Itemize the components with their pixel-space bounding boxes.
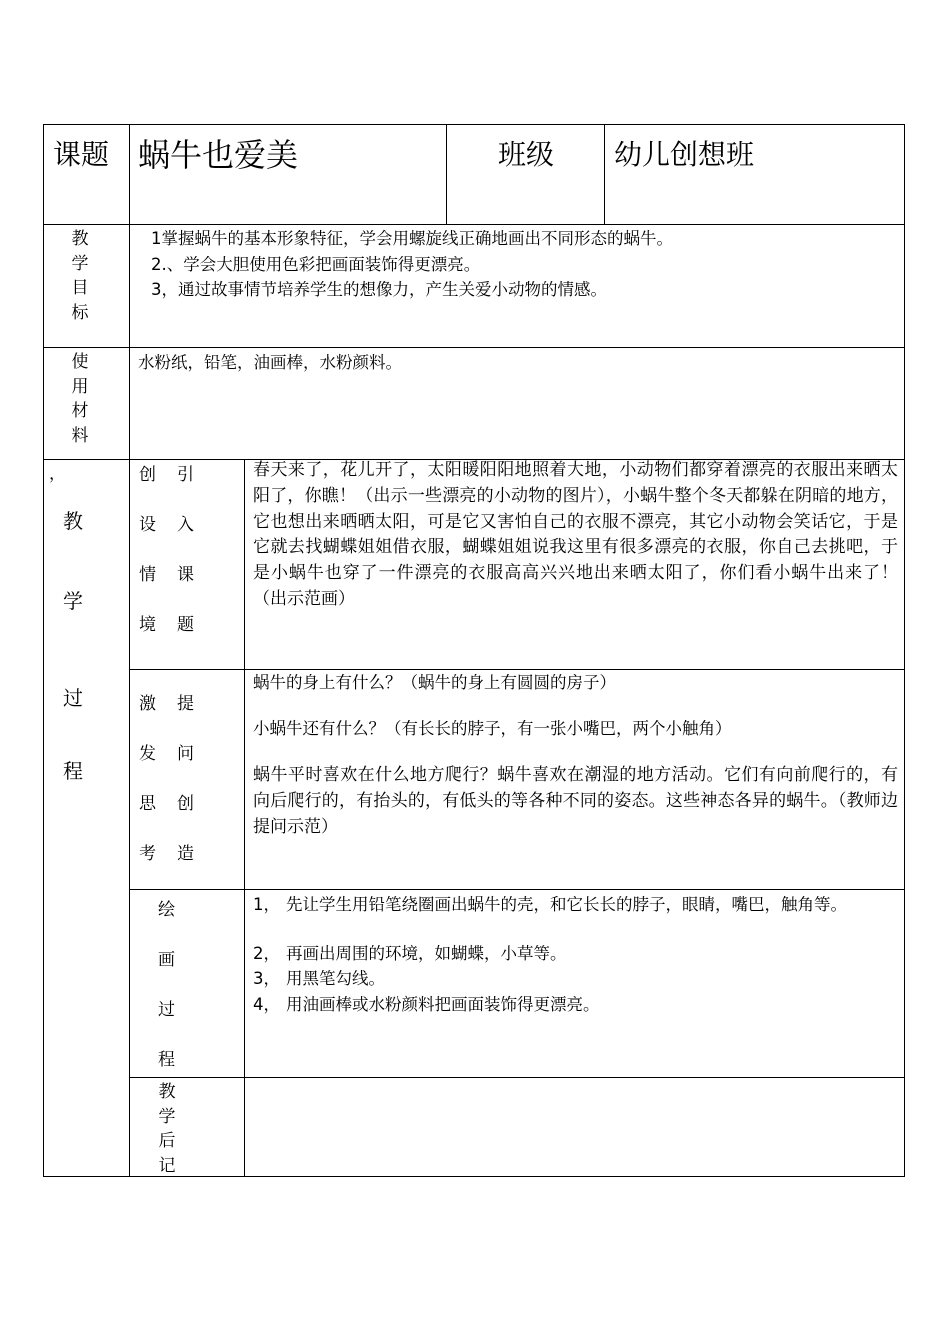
goals-label: 教 学 目 标	[71, 229, 89, 323]
goal-item: 1掌握蜗牛的基本形象特征，学会用螺旋线正确地画出不同形态的蜗牛。	[151, 229, 673, 248]
lesson-plan-page: 课题 蜗牛也爱美 班级 幼儿创想班 教 学 目 标 1掌握蜗牛的基本形象特征，学会用螺旋线正确地画出不同形态的蜗牛。 2.、学会大胆使用色彩把画面装饰得更漂亮。 3，通过故事情节培养学生的想像力，产生关爱小动物的情感。 使 用 材 料 水粉纸，铅笔，油画棒，水粉颜料。 ， 教 学 过 程 创 设 情 境 引 入 课 题 春天来了，花儿开了，太阳暖阳阳地照着大地，小动物们都穿着漂亮的衣服出来晒太阳了，你瞧！（出示一些漂亮的小动物的图片），小蜗牛整个冬天都躲在阴暗的地方，它也想出来晒晒太阳，可是它又害怕自己的衣服不漂亮，其它小动物会笑话它，于是它就去找蝴蝶姐姐借衣服，蝴蝶姐姐说我这里有很多漂亮的衣服，你自己去挑吧，于是小蜗牛也穿了一件漂亮的衣服高高兴兴地出来晒太阳了，你们看小蜗牛出来了！（出示范画） 激 发 思 考 提 问 创 造 蜗牛的身上有什么？（蜗牛的身上有圆圆的房子） 小蜗牛还有什么？（有长长的脖子，有一张小嘴巴，两个小触角） 蜗牛平时喜欢在什么地方爬行？蜗牛喜欢在潮湿的地方活动。它们有向前爬行的，有向后爬行的，有抬头的，有低头的等各种不同的姿态。这些神态各异的蜗牛。（教师边提问示范） 绘 画 过 程 1， 先让学生用铅笔绕圈画出蜗牛的壳，和它长长的脖子，眼睛，嘴巴，触角等。 2， 再画出周围的环境，如蝴蝶，小草等。 3， 用黑笔勾线。 4， 用油画棒或水粉颜料把画面装饰得更漂亮。 教 学 后 记	[0, 0, 950, 1344]
drawing-step: 1， 先让学生用铅笔绕圈画出蜗牛的壳，和它长长的脖子，眼睛，嘴巴，触角等。	[253, 895, 847, 914]
subject-value: 蜗牛也爱美	[138, 136, 299, 174]
col-divider	[129, 124, 130, 1177]
goal-item: 3，通过故事情节培养学生的想像力，产生关爱小动物的情感。	[151, 280, 607, 299]
row-divider	[129, 889, 905, 890]
row-divider	[43, 224, 905, 225]
materials-label: 使 用 材 料	[71, 352, 89, 446]
row-divider	[129, 1077, 905, 1078]
col-divider	[244, 459, 245, 1177]
section-label-reflection: 教 学 后 记	[158, 1082, 176, 1176]
materials-text: 水粉纸，铅笔，油画棒，水粉颜料。	[138, 353, 402, 372]
stray-mark: ，	[49, 464, 66, 483]
col-divider	[446, 124, 447, 224]
class-label: 班级	[498, 138, 555, 171]
drawing-step: 4， 用油画棒或水粉颜料把画面装饰得更漂亮。	[253, 995, 600, 1014]
intro-story-text: 春天来了，花儿开了，太阳暖阳阳地照着大地，小动物们都穿着漂亮的衣服出来晒太阳了，你瞧！（出示一些漂亮的小动物的图片），小蜗牛整个冬天都躲在阴暗的地方，它也想出来晒晒太阳，可是它又害怕自己的衣服不漂亮，其它小动物会笑话它，于是它就去找蝴蝶姐姐借衣服，蝴蝶姐姐说我这里有很多漂亮的衣服，你自己去挑吧，于是小蜗牛也穿了一件漂亮的衣服高高兴兴地出来晒太阳了，你们看小蜗牛出来了！（出示范画）	[253, 460, 898, 609]
class-value: 幼儿创想班	[614, 138, 755, 171]
drawing-step: 2， 再画出周围的环境，如蝴蝶，小草等。	[253, 944, 567, 963]
question-paragraph: 小蜗牛还有什么？（有长长的脖子，有一张小嘴巴，两个小触角）	[253, 719, 732, 738]
drawing-step: 3， 用黑笔勾线。	[253, 969, 385, 988]
question-paragraph: 蜗牛平时喜欢在什么地方爬行？蜗牛喜欢在潮湿的地方活动。它们有向前爬行的，有向后爬行的，有抬头的，有低头的等各种不同的姿态。这些神态各异的蜗牛。（教师边提问示范）	[253, 765, 898, 837]
table-border	[904, 124, 905, 1177]
question-paragraph: 蜗牛的身上有什么？（蜗牛的身上有圆圆的房子）	[253, 673, 616, 692]
subject-label: 课题	[53, 138, 110, 171]
row-divider	[43, 347, 905, 348]
table-border	[43, 124, 44, 1177]
col-divider	[604, 124, 605, 224]
table-border	[43, 124, 905, 125]
goal-item: 2.、学会大胆使用色彩把画面装饰得更漂亮。	[151, 255, 481, 274]
